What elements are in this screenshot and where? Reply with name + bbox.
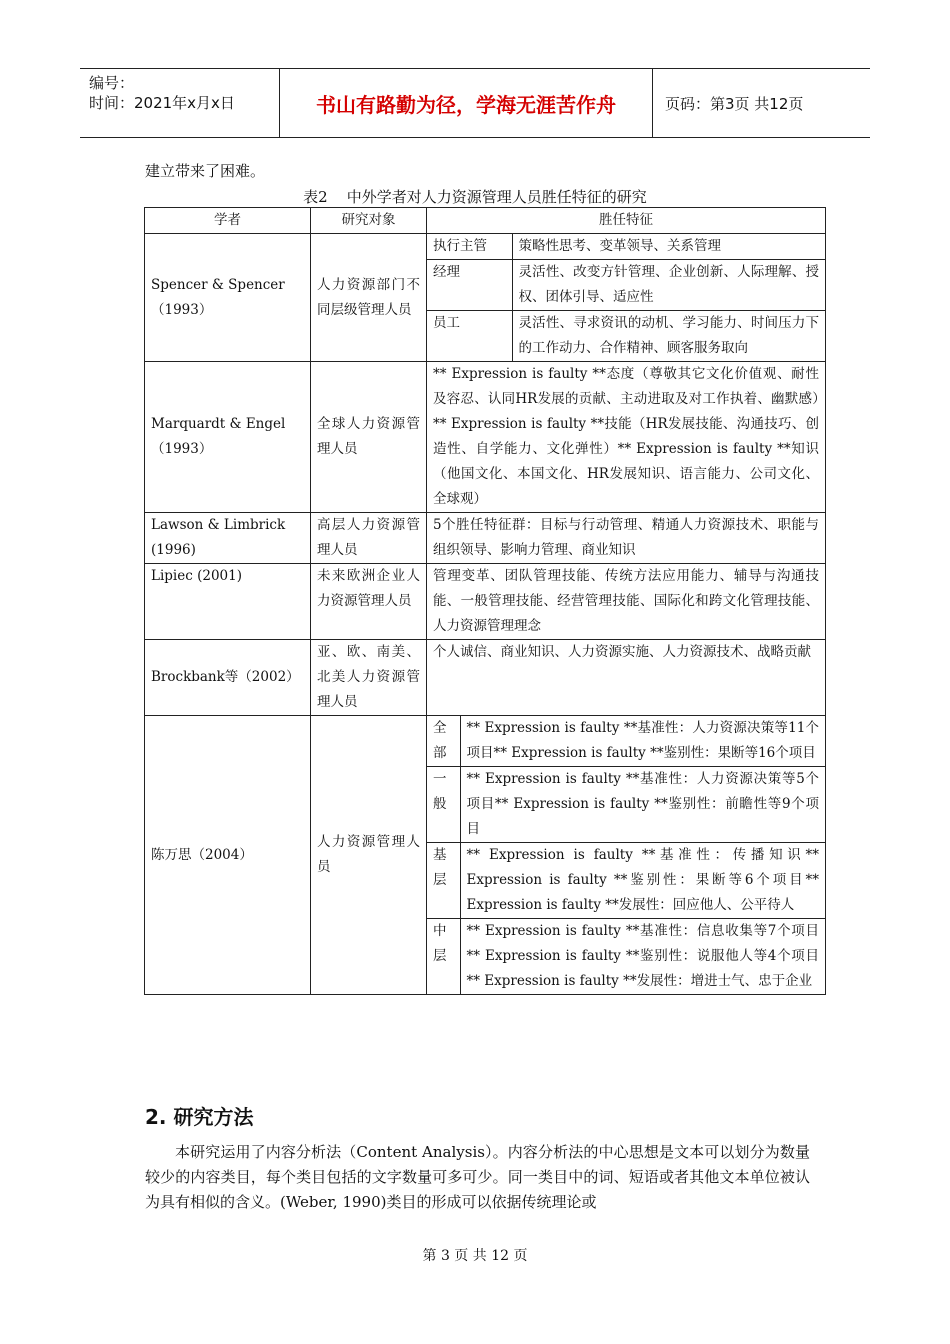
competency-cell	[427, 716, 826, 995]
table-row	[145, 564, 826, 640]
level-label: 员工	[427, 311, 512, 362]
level-subtable	[427, 234, 825, 361]
scholar-cell: Lipiec (2001)	[145, 564, 311, 640]
subtable-row	[427, 234, 825, 260]
table-caption-number: 表2	[303, 188, 328, 206]
level-traits: 策略性思考、变革领导、关系管理	[512, 234, 825, 260]
level-traits: ** Expression is faulty **基准性：人力资源决策等5个项目** Expression is faulty **鉴别性：前瞻性等9个项目	[460, 767, 825, 843]
table-row	[145, 716, 826, 995]
subject-cell: 未来欧洲企业人力资源管理人员	[311, 564, 427, 640]
competency-cell	[427, 234, 826, 362]
competency-cell: ** Expression is faulty **态度（尊敬其它文化价值观、耐性及容忍、认同HR发展的贡献、主动进取及对工作执着、幽默感）** Expression is faulty **技能（HR发展技能、沟通技巧、创造性、自学能力、文化弹性）** Expression is faulty **知识（他国文化、本国文化、HR发展知识、语言能力、公司文化、全球观）	[427, 362, 826, 513]
level-traits: ** Expression is faulty **基准性：传播知识** Expression is faulty **鉴别性：果断等6个项目** Expression is faulty **发展性：回应他人、公平待人	[460, 843, 825, 919]
table-caption	[0, 186, 950, 207]
subtable-row	[427, 843, 825, 919]
level-traits: ** Expression is faulty **基准性：人力资源决策等11个项目** Expression is faulty **鉴别性：果断等16个项目	[460, 716, 825, 767]
header-competency: 胜任特征	[427, 208, 826, 234]
level-label: 中层	[427, 919, 460, 995]
header-number-label: 编号：	[89, 74, 135, 92]
table-row	[145, 362, 826, 513]
table-row	[145, 234, 826, 362]
page-footer: 第 3 页 共 12 页	[422, 1248, 528, 1264]
header-time-label: 时间：2021年x月x日	[89, 94, 235, 112]
scholar-cell: Brockbank等（2002）	[145, 640, 311, 716]
section-heading: 2. 研究方法	[145, 1105, 254, 1129]
scholar-cell: 陈万思（2004）	[145, 716, 311, 995]
table-row	[145, 513, 826, 564]
competency-cell: 个人诚信、商业知识、人力资源实施、人力资源技术、战略贡献	[427, 640, 826, 716]
level-label: 一般	[427, 767, 460, 843]
level-label: 执行主管	[427, 234, 512, 260]
competency-cell: 管理变革、团队管理技能、传统方法应用能力、辅导与沟通技能、一般管理技能、经营管理技能、国际化和跨文化管理技能、人力资源管理理念	[427, 564, 826, 640]
subject-cell: 高层人力资源管理人员	[311, 513, 427, 564]
level-traits: ** Expression is faulty **基准性：信息收集等7个项目** Expression is faulty **鉴别性：说服他人等4个项目** Expression is faulty **发展性：增进士气、忠于企业	[460, 919, 825, 995]
subject-cell: 全球人力资源管理人员	[311, 362, 427, 513]
scholar-cell: Spencer & Spencer（1993）	[145, 234, 311, 362]
competency-table	[144, 207, 826, 995]
header-meta	[80, 69, 280, 137]
level-subtable	[427, 716, 825, 994]
level-traits: 灵活性、改变方针管理、企业创新、人际理解、授权、团体引导、适应性	[512, 260, 825, 311]
level-label: 经理	[427, 260, 512, 311]
level-label: 基层	[427, 843, 460, 919]
intro-text: 建立带来了困难。	[145, 162, 266, 180]
subtable-row	[427, 767, 825, 843]
subtable-row	[427, 716, 825, 767]
level-traits: 灵活性、寻求资讯的动机、学习能力、时间压力下的工作动力、合作精神、顾客服务取向	[512, 311, 825, 362]
header-subject: 研究对象	[311, 208, 427, 234]
subject-cell: 人力资源管理人员	[311, 716, 427, 995]
scholar-cell: Marquardt & Engel（1993）	[145, 362, 311, 513]
table-row	[145, 640, 826, 716]
level-label: 全部	[427, 716, 460, 767]
table-caption-title: 中外学者对人力资源管理人员胜任特征的研究	[346, 188, 647, 206]
subtable-row	[427, 260, 825, 311]
table-header-row	[145, 208, 826, 234]
scholar-cell: Lawson & Limbrick (1996)	[145, 513, 311, 564]
subtable-row	[427, 311, 825, 362]
subject-cell: 亚、欧、南美、北美人力资源管理人员	[311, 640, 427, 716]
header-page-info: 页码：第3页 共12页	[665, 94, 804, 113]
subtable-row	[427, 919, 825, 995]
competency-cell: 5个胜任特征群：目标与行动管理、精通人力资源技术、职能与组织领导、影响力管理、商业知识	[427, 513, 826, 564]
subject-cell: 人力资源部门不同层级管理人员	[311, 234, 427, 362]
header-scholar: 学者	[145, 208, 311, 234]
page-header	[80, 68, 870, 138]
header-motto: 书山有路勤为径，学海无涯苦作舟	[280, 69, 653, 137]
section-paragraph: 本研究运用了内容分析法（Content Analysis）。内容分析法的中心思想是文本可以划分为数量较少的内容类目，每个类目包括的文字数量可多可少。同一类目中的词、短语或者其他文本单位被认为具有相似的含义。(Weber, 1990)类目的形成可以依据传统理论或	[145, 1143, 810, 1211]
